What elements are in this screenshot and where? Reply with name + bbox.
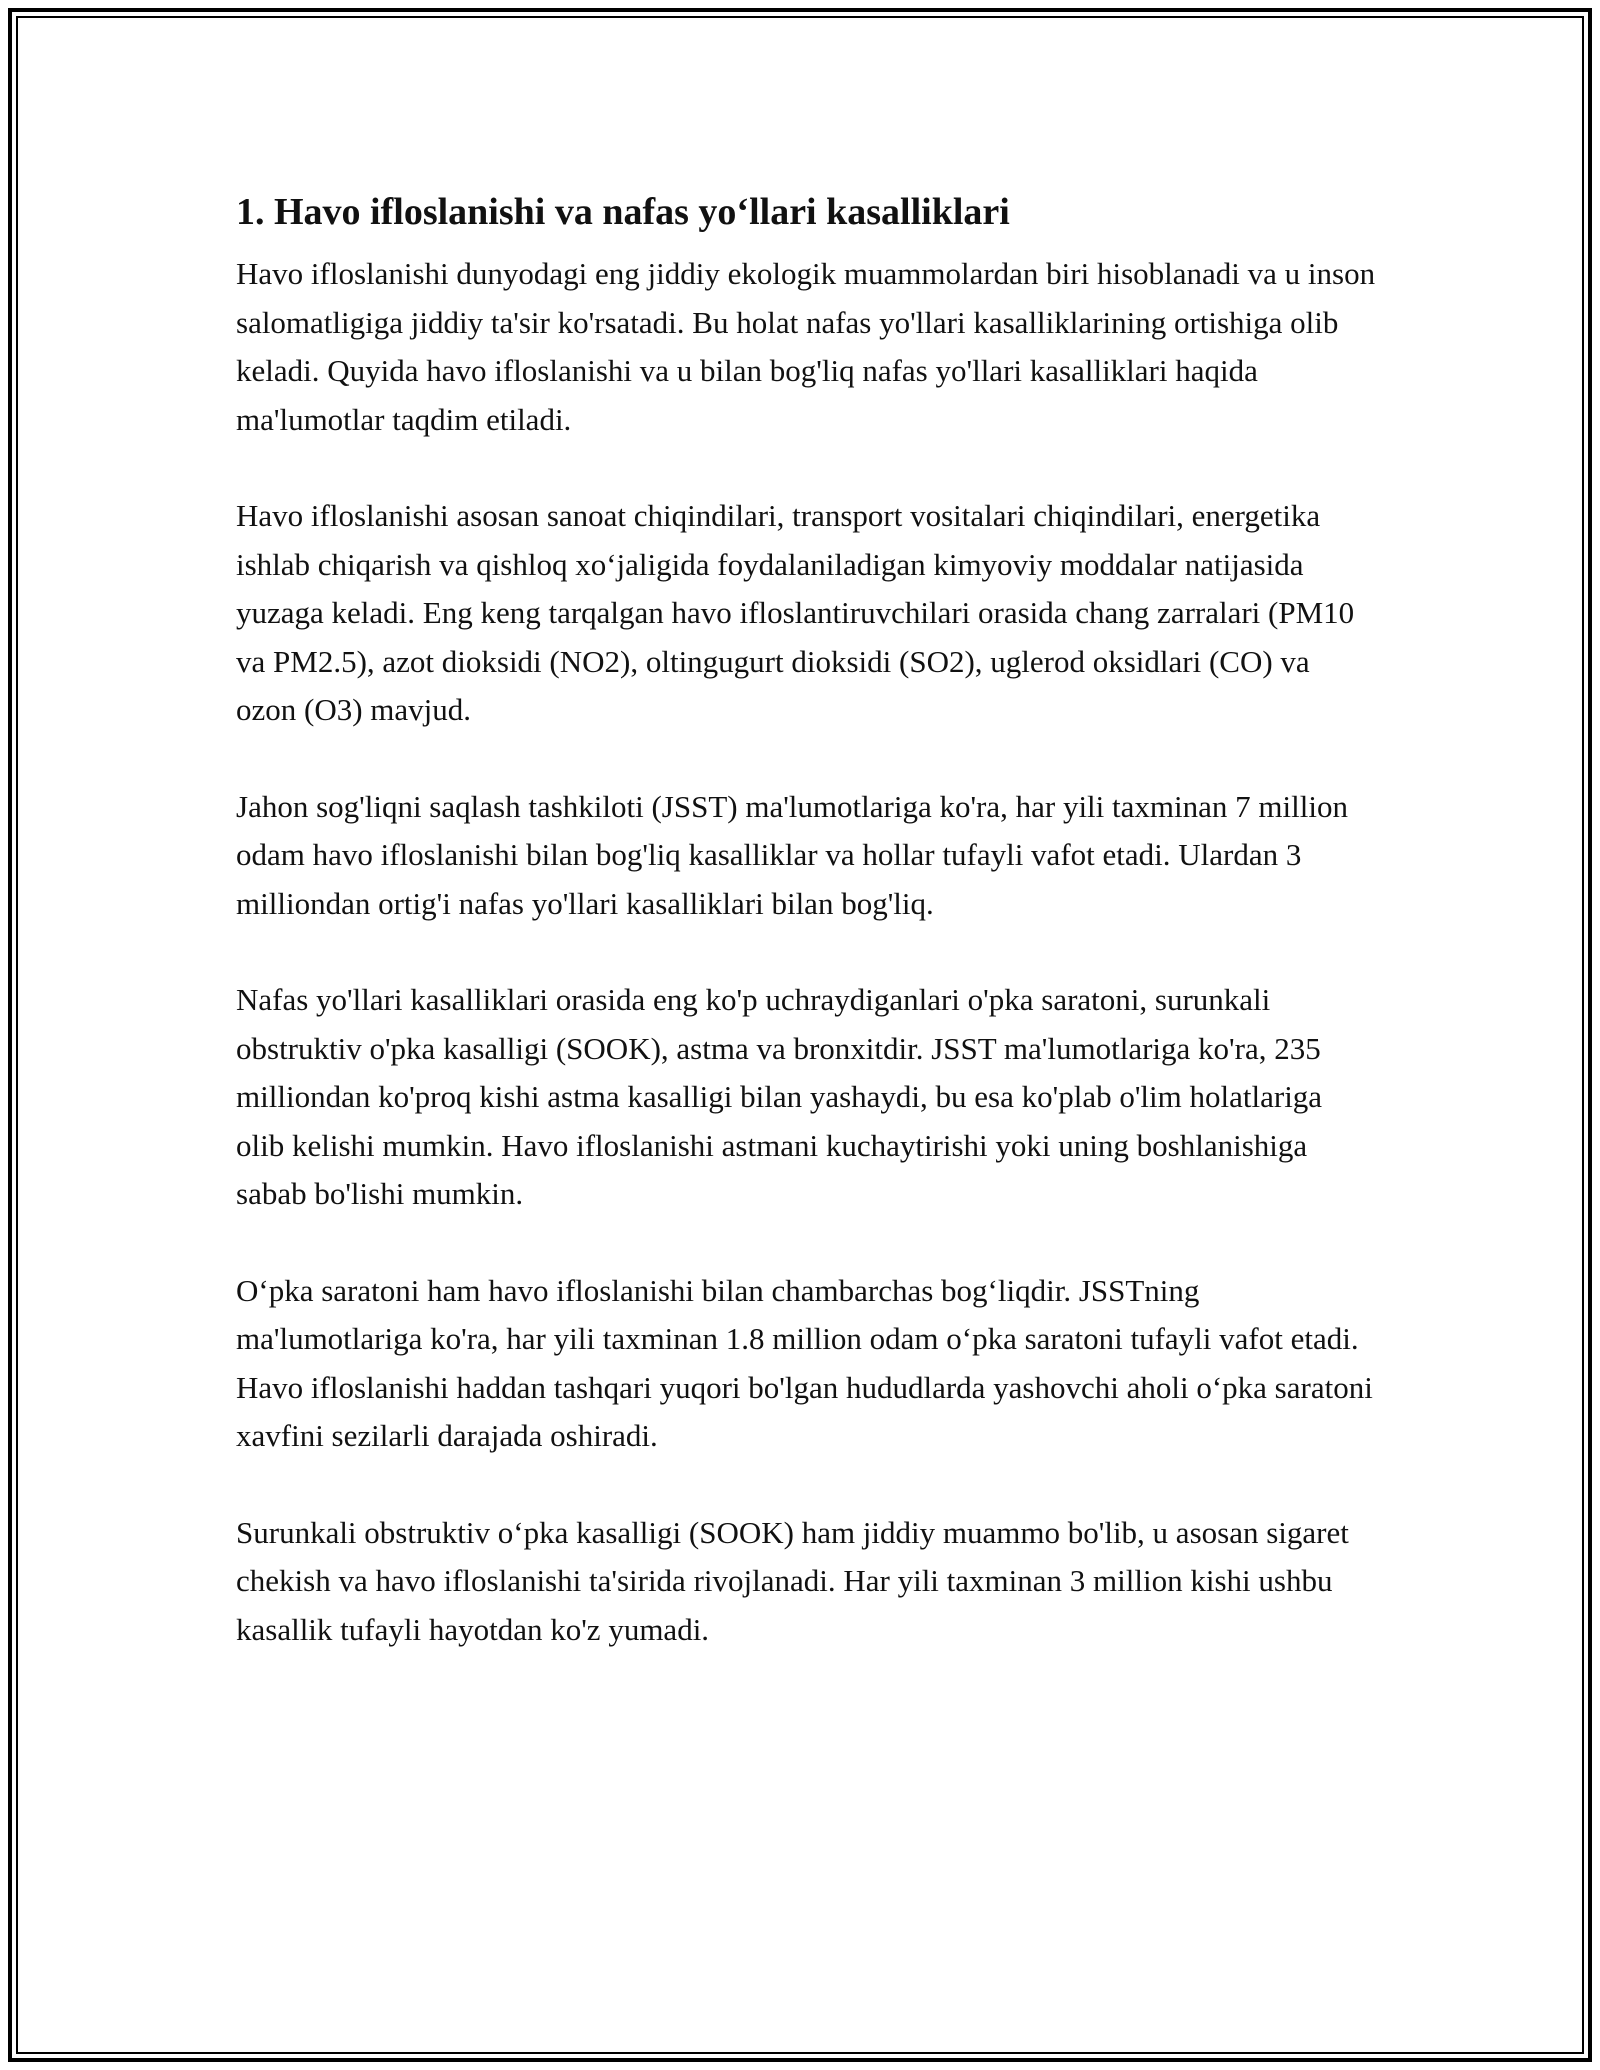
- paragraph-pollution-sources: Havo ifloslanishi asosan sanoat chiqindilari, transport vositalari chiqindilari, energetika ishlab chiqarish va qishloq xo‘jaligida foydalaniladigan kimyoviy moddalar natijasida yuzaga keladi. Eng keng tarqalgan havo ifloslantiruvchilari orasida chang zarralari (PM10 va PM2.5), azot dioksidi (NO2), oltingugurt dioksidi (SO2), uglerod oksidlari (CO) va ozon (O3) mavjud.: [236, 498, 1355, 727]
- document-body: [236, 186, 1376, 1702]
- paragraph-who-mortality: Jahon sog'liqni saqlash tashkiloti (JSST) ma'lumotlariga ko'ra, har yili taxminan 7 million odam havo ifloslanishi bilan bog'liq kasalliklar va hollar tufayli vafot etadi. Ulardan 3 milliondan ortig'i nafas yo'llari kasalliklari bilan bog'liq.: [236, 788, 1348, 921]
- section-heading: 1. Havo ifloslanishi va nafas yo‘llari kasalliklari: [236, 191, 1010, 233]
- paragraph-copd: Surunkali obstruktiv o‘pka kasalligi (SOOK) ham jiddiy muammo bo'lib, u asosan sigaret chekish va havo ifloslanishi ta'sirida rivojlanadi. Har yili taxminan 3 million kishi ushbu kasallik tufayli hayotdan ko'z yumadi.: [236, 1514, 1349, 1647]
- paragraph-intro: Havo ifloslanishi dunyodagi eng jiddiy ekologik muammolardan biri hisoblanadi va u inson salomatligiga jiddiy ta'sir ko'rsatadi. Bu holat nafas yo'llari kasalliklarining ortishiga olib keladi. Quyida havo ifloslanishi va u bilan bog'liq nafas yo'llari kasalliklari haqida ma'lumotlar taqdim etiladi.: [236, 256, 1376, 437]
- paragraph-common-diseases: Nafas yo'llari kasalliklari orasida eng ko'p uchraydiganlari o'pka saratoni, surunkali obstruktiv o'pka kasalligi (SOOK), astma va bronxitdir. JSST ma'lumotlariga ko'ra, 235 milliondan ko'proq kishi astma kasalligi bilan yashaydi, bu esa ko'plab o'lim holatlariga olib kelishi mumkin. Havo ifloslanishi astmani kuchaytirishi yoki uning boshlanishiga sabab bo'lishi mumkin.: [236, 982, 1323, 1211]
- paragraph-lung-cancer: O‘pka saratoni ham havo ifloslanishi bilan chambarchas bog‘liqdir. JSSTning ma'lumotlariga ko'ra, har yili taxminan 1.8 million odam o‘pka saratoni tufayli vafot etadi. Havo ifloslanishi haddan tashqari yuqori bo'lgan hududlarda yashovchi aholi o‘pka saratoni xavfini sezilarli darajada oshiradi.: [236, 1272, 1373, 1453]
